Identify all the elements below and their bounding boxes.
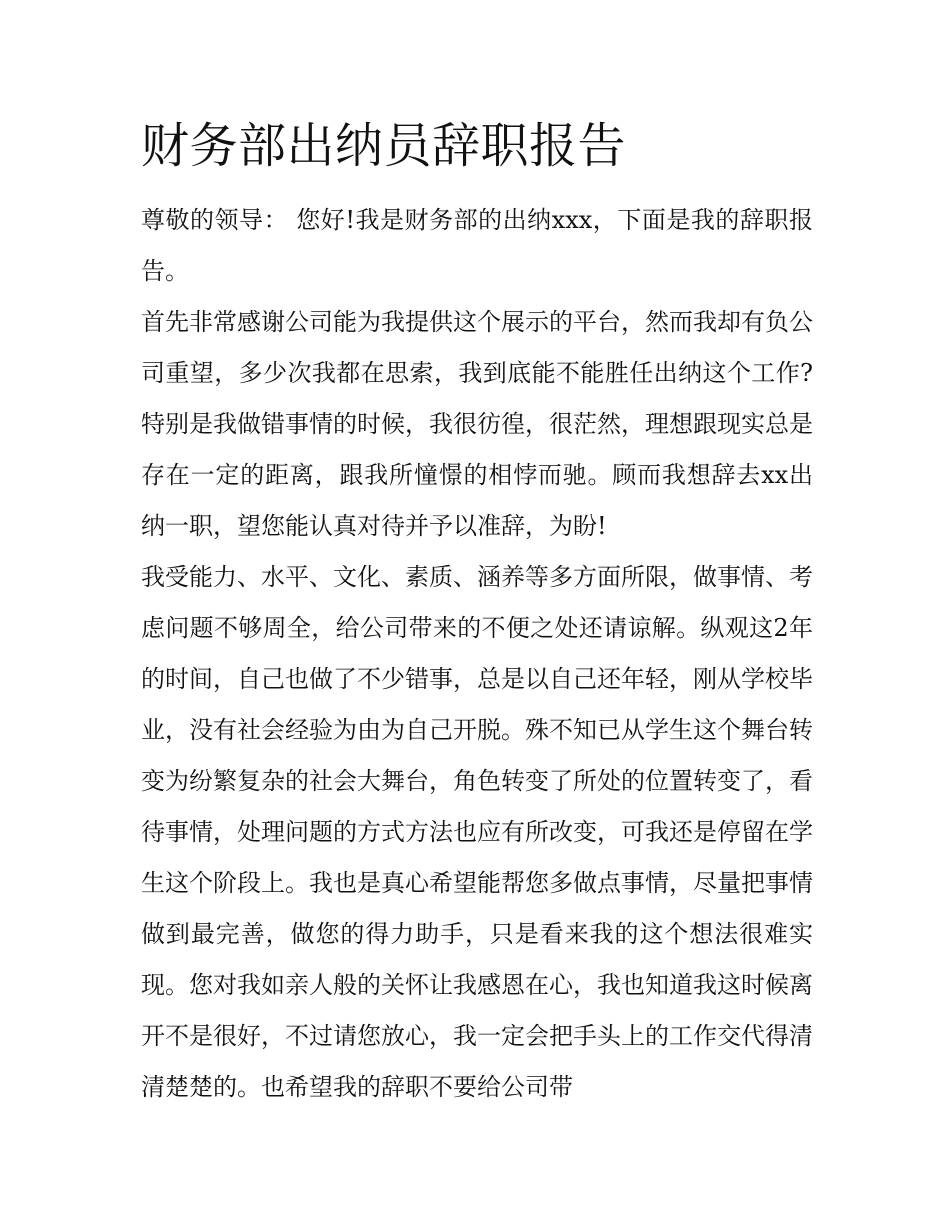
document-title: 财务部出纳员辞职报告	[141, 118, 627, 174]
paragraph-reflection: 我受能力、水平、文化、素质、涵养等多方面所限，做事情、考虑问题不够周全，给公司带来的不便之处还请谅解。纵观这2年的时间，自己也做了不少错事，总是以自己还年轻，刚从学校毕业，没有社会经验为由为自己开脱。殊不知已从学生这个舞台转变为纷繁复杂的社会大舞台，角色转变了所处的位置转变了，看待事情，处理问题的方式方法也应有所改变，可我还是停留在学生这个阶段上。我也是真心希望能帮您多做点事情，尽量把事情做到最完善，做您的得力助手，只是看来我的这个想法很难实现。您对我如亲人般的关怀让我感恩在心，我也知道我这时候离开不是很好，不过请您放心，我一定会把手头上的工作交代得清清楚楚的。也希望我的辞职不要给公司带	[141, 563, 813, 1101]
paragraph-greeting: 尊敬的领导： 您好!我是财务部的出纳xxx，下面是我的辞职报告。	[141, 206, 813, 285]
paragraph-gratitude: 首先非常感谢公司能为我提供这个展示的平台，然而我却有负公司重望，多少次我都在思索，我到底能不能胜任出纳这个工作?特别是我做错事情的时候，我很彷徨，很茫然，理想跟现实总是存在一定的距离，跟我所憧憬的相悖而驰。顾而我想辞去xx出纳一职，望您能认真对待并予以准辞，为盼!	[141, 308, 813, 540]
document-body	[141, 112, 813, 1113]
